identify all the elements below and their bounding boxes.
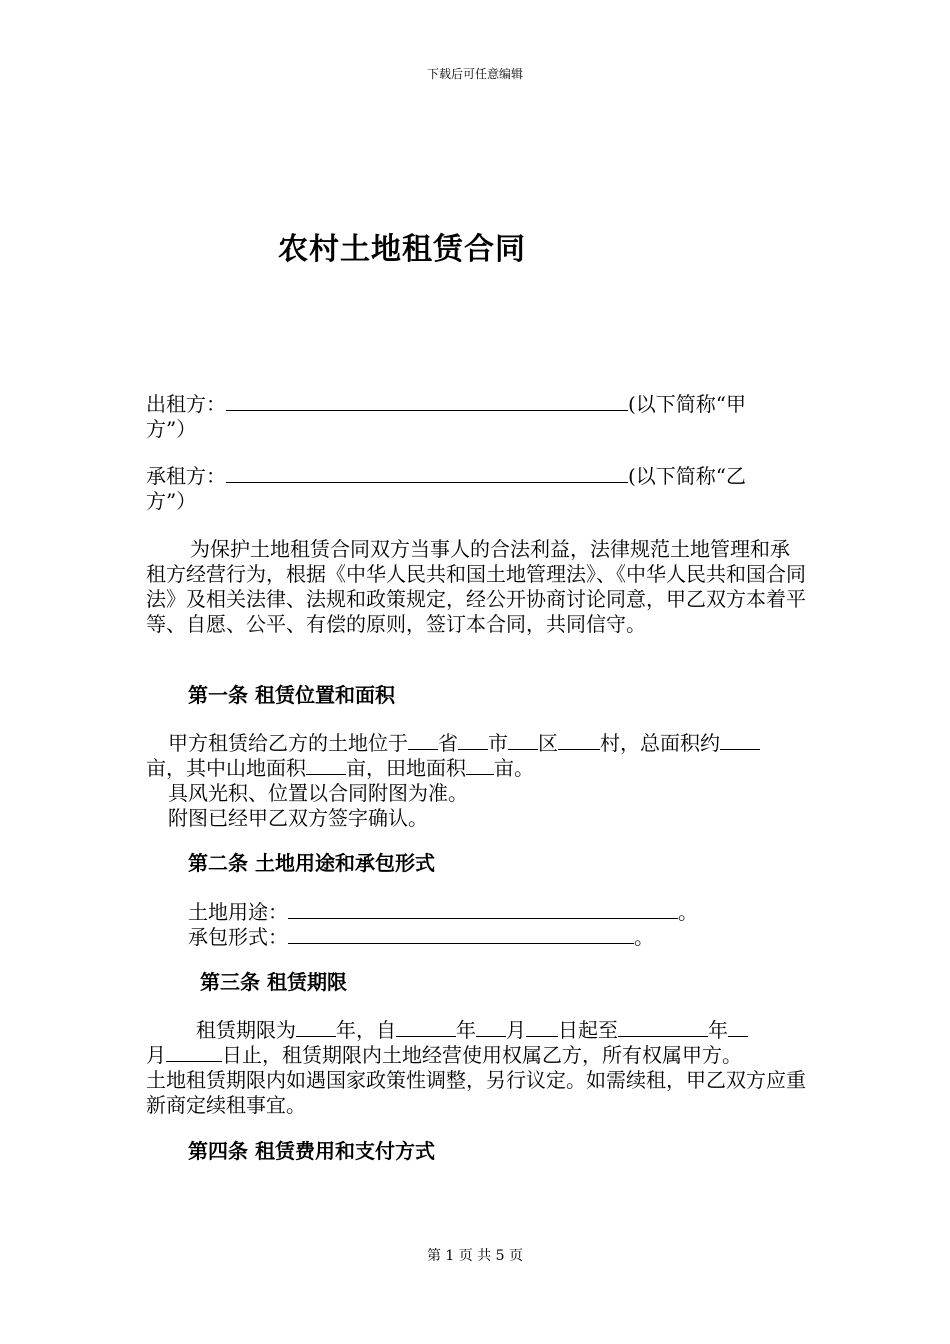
article-4-heading: 第四条 租赁费用和支付方式 bbox=[188, 1139, 435, 1163]
article-3-text: 租赁期限为 bbox=[196, 1018, 296, 1042]
article-1-text: 亩，其中山地面积 bbox=[146, 756, 306, 780]
article-2-heading: 第二条 土地用途和承包形式 bbox=[188, 851, 435, 875]
end-month-blank-a bbox=[728, 1018, 748, 1037]
article-1-text: 市 bbox=[488, 731, 508, 755]
lessee-suffix: (以下简称“乙 bbox=[628, 464, 747, 488]
total-area-blank bbox=[720, 731, 760, 750]
lessee-line bbox=[146, 464, 806, 514]
article-3-body bbox=[146, 1018, 806, 1118]
contract-form-end: 。 bbox=[634, 925, 654, 949]
article-3-heading: 第三条 租赁期限 bbox=[200, 970, 347, 994]
article-1-signature-note: 附图已经甲乙双方签字确认。 bbox=[168, 806, 428, 830]
lessor-blank bbox=[226, 392, 628, 411]
village-blank bbox=[558, 731, 600, 750]
article-3-text: 日起至 bbox=[558, 1018, 618, 1042]
land-use-blank bbox=[288, 900, 678, 919]
land-use-label: 土地用途： bbox=[188, 900, 288, 924]
article-3-text: 年 bbox=[456, 1018, 476, 1042]
article-1-text: 区 bbox=[538, 731, 558, 755]
article-1-text: 村，总面积约 bbox=[600, 731, 720, 755]
article-1-heading: 第一条 租赁位置和面积 bbox=[188, 683, 395, 707]
field-area-blank bbox=[466, 756, 494, 775]
city-blank bbox=[458, 731, 488, 750]
end-day-blank bbox=[166, 1043, 222, 1062]
article-3-text: 年 bbox=[708, 1018, 728, 1042]
article-1-text: 甲方租赁给乙方的土地位于 bbox=[168, 731, 408, 755]
province-blank bbox=[408, 731, 438, 750]
article-2-body bbox=[188, 900, 848, 950]
lessor-line bbox=[146, 392, 806, 442]
end-year-blank bbox=[618, 1018, 708, 1037]
contract-form-blank bbox=[288, 925, 634, 944]
start-day-blank bbox=[526, 1018, 558, 1037]
lessee-blank bbox=[226, 464, 628, 483]
article-3-text: 月 bbox=[146, 1043, 166, 1067]
lessee-suffix-2: 方”） bbox=[146, 489, 197, 513]
page-footer: 第 1 页 共 5 页 bbox=[426, 1248, 524, 1264]
page-header-note: 下载后可任意编辑 bbox=[426, 67, 523, 81]
article-1-text: 亩，田地面积 bbox=[346, 756, 466, 780]
article-3-text: 月 bbox=[506, 1018, 526, 1042]
lessor-suffix: (以下简称“甲 bbox=[628, 392, 747, 416]
lessor-suffix-2: 方”） bbox=[146, 417, 197, 441]
lessor-label: 出租方： bbox=[146, 392, 226, 416]
article-1-body bbox=[146, 731, 806, 831]
start-month-blank bbox=[476, 1018, 506, 1037]
article-3-rest: 土地租赁期限内如遇国家政策性调整，另行议定。如需续租，甲乙双方应重新商定续租事宜。 bbox=[146, 1068, 806, 1117]
document-title: 农村土地租赁合同 bbox=[278, 232, 526, 267]
mountain-area-blank bbox=[306, 756, 346, 775]
article-3-text: 日止，租赁期限内土地经营使用权属乙方，所有权属甲方。 bbox=[222, 1043, 742, 1067]
article-1-text: 省 bbox=[438, 731, 458, 755]
lessee-label: 承租方： bbox=[146, 464, 226, 488]
district-blank bbox=[508, 731, 538, 750]
term-years-blank bbox=[296, 1018, 336, 1037]
preamble-paragraph: 为保护土地租赁合同双方当事人的合法利益，法律规范土地管理和承租方经营行为，根据《中华人民共和国土地管理法》、《中华人民共和国合同法》及相关法律、法规和政策规定，经公开协商讨论同意，甲乙双方本着平等、自愿、公平、有偿的原则，签订本合同，共同信守。 bbox=[146, 537, 806, 636]
article-3-text: 年，自 bbox=[336, 1018, 396, 1042]
start-year-blank bbox=[396, 1018, 456, 1037]
article-1-map-note: 具风光积、位置以合同附图为准。 bbox=[168, 781, 468, 805]
land-use-end: 。 bbox=[678, 900, 698, 924]
article-1-text: 亩。 bbox=[494, 756, 534, 780]
contract-form-label: 承包形式： bbox=[188, 925, 288, 949]
